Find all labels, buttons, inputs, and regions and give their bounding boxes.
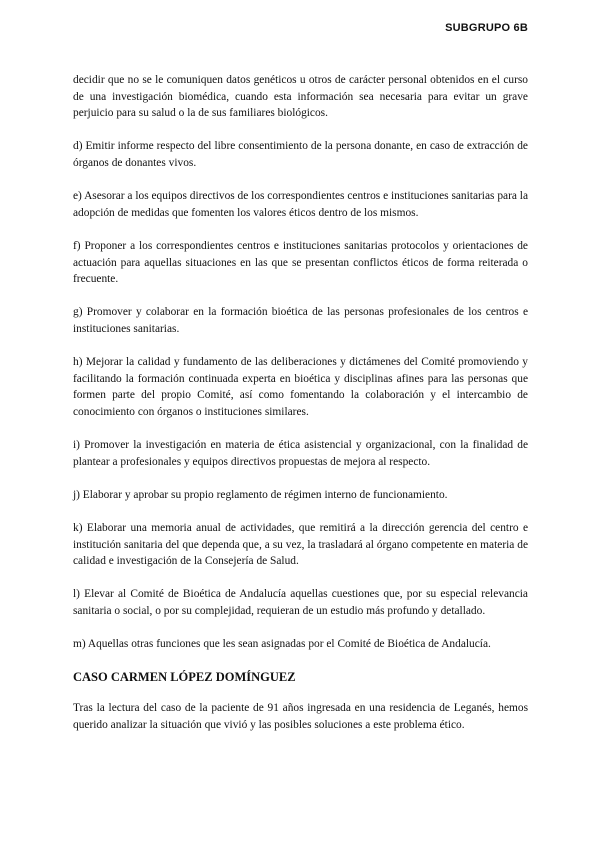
document-body — [73, 72, 528, 750]
paragraph-d: d) Emitir informe respecto del libre consentimiento de la persona donante, en caso de extracción de órganos de donantes vivos. — [73, 140, 528, 169]
page-header: SUBGRUPO 6B — [445, 22, 528, 34]
paragraph-i: i) Promover la investigación en materia de ética asistencial y organizacional, con la finalidad de plantear a profesionales y equipos directivos propuestas de mejora al respecto. — [73, 439, 528, 468]
paragraph-m: m) Aquellas otras funciones que les sean asignadas por el Comité de Bioética de Andalucía. — [73, 638, 491, 651]
paragraph-c-continuation: decidir que no se le comuniquen datos genéticos u otros de carácter personal obtenidos en el curso de una investigación biomédica, cuando esta información sea necesaria para evitar un grave perjuicio para su salud o la de sus familiares biológicos. — [73, 74, 528, 120]
section-intro: Tras la lectura del caso de la paciente de 91 años ingresada en una residencia de Leganés, hemos querido analizar la situación que vivió y las posibles soluciones a este problema ético. — [73, 701, 528, 731]
paragraph-k: k) Elaborar una memoria anual de actividades, que remitirá a la dirección gerencia del centro e institución sanitaria del que dependa que, a su vez, la trasladará al órgano competente en materia de calidad e investigación de la Consejería de Salud. — [73, 522, 528, 568]
paragraph-e: e) Asesorar a los equipos directivos de los correspondientes centros e instituciones sanitarias para la adopción de medidas que fomenten los valores éticos dentro de los mismos. — [73, 190, 528, 219]
paragraph-f: f) Proponer a los correspondientes centros e instituciones sanitarias protocolos y orientaciones de actuación para aquellas situaciones en las que se presentan conflictos éticos de forma reiterada o frecuente. — [73, 239, 528, 286]
paragraph-h: h) Mejorar la calidad y fundamento de las deliberaciones y dictámenes del Comité promoviendo y facilitando la formación continuada experta en bioética y disciplinas afines para las personas que formen parte del propio Comité, así como fomentando la colaboración y el intercambio de conocimiento con órganos o instituciones similares. — [73, 356, 528, 418]
paragraph-g: g) Promover y colaborar en la formación bioética de las personas profesionales de los centros e instituciones sanitarias. — [73, 306, 528, 335]
paragraph-l: l) Elevar al Comité de Bioética de Andalucía aquellas cuestiones que, por su especial relevancia sanitaria o social, o por su complejidad, requieran de un estudio más profundo y detallado. — [73, 588, 528, 617]
paragraph-j: j) Elaborar y aprobar su propio reglamento de régimen interno de funcionamiento. — [73, 488, 448, 501]
section-heading: CASO CARMEN LÓPEZ DOMÍNGUEZ — [73, 670, 296, 685]
